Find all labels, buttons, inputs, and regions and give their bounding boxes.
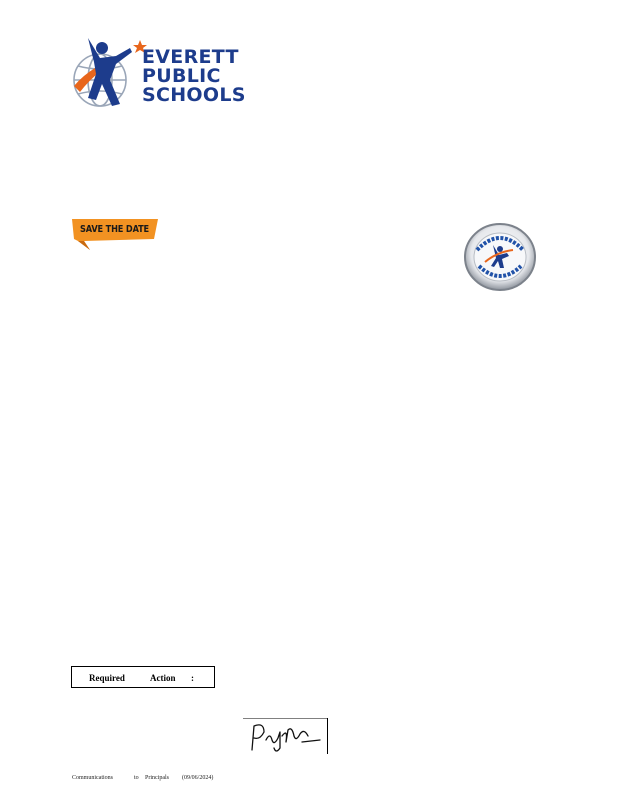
footer-communications: Communications (72, 775, 113, 781)
footer-date: (09/06/2024) (182, 775, 214, 781)
required-action-colon: : (191, 673, 194, 683)
handwritten-signature-icon (242, 718, 330, 756)
runner-globe-logo-icon (70, 34, 150, 114)
footer-to: to (134, 775, 139, 781)
transition-team-badge (463, 222, 537, 292)
action-label: Action (150, 673, 176, 683)
footer-principals: Principals (145, 775, 169, 781)
save-the-date-banner (72, 219, 158, 251)
logo-line-3: SCHOOLS (142, 84, 246, 106)
logo-line-1: EVERETT (142, 46, 239, 68)
signature (242, 718, 330, 756)
save-the-date-label: SAVE THE DATE (80, 224, 149, 235)
logo-line-2: PUBLIC (142, 65, 221, 87)
required-label: Required (89, 673, 125, 683)
everett-public-schools-logo (70, 34, 252, 114)
required-action-box (71, 666, 215, 688)
logo-wordmark (142, 48, 246, 105)
page-footer (72, 775, 272, 787)
transition-team-badge-icon (463, 222, 537, 292)
